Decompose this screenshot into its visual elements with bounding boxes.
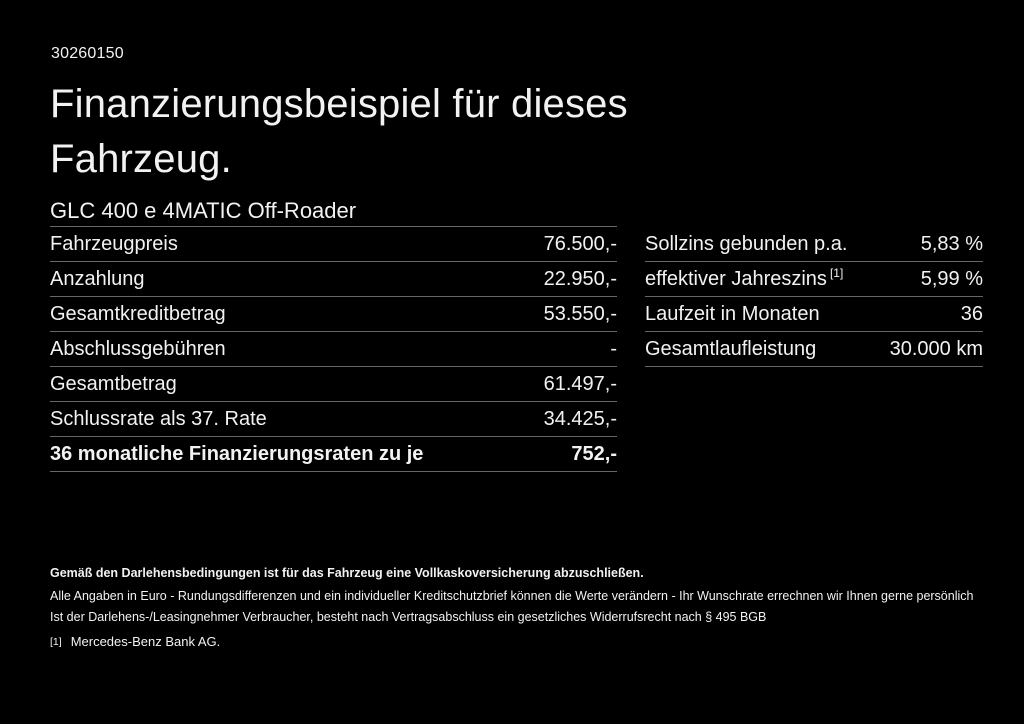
table-row-term-months	[645, 297, 983, 332]
row-value: 34.425,-	[543, 407, 617, 430]
row-label: Schlussrate als 37. Rate	[50, 407, 267, 430]
row-label-text: effektiver Jahreszins	[645, 267, 827, 290]
table-row-vehicle-price	[50, 227, 617, 262]
table-row-nominal-interest	[645, 227, 983, 262]
table-row-total-credit-amount	[50, 297, 617, 332]
document-id: 30260150	[51, 45, 124, 62]
row-label: Laufzeit in Monaten	[645, 302, 820, 325]
row-label: Fahrzeugpreis	[50, 232, 178, 255]
row-value: 752,-	[571, 442, 617, 465]
financing-conditions-table	[645, 227, 983, 472]
row-value: 30.000 km	[889, 337, 983, 360]
table-row-closing-fees	[50, 332, 617, 367]
disclaimer-line-2: Ist der Darlehens-/Leasingnehmer Verbraucher, besteht nach Vertragsabschluss ein gesetzliches Widerrufsrecht nach § 495 BGB	[50, 610, 767, 624]
legal-notes	[50, 563, 994, 628]
footnote-text: Mercedes-Benz Bank AG.	[70, 634, 221, 649]
row-label: Abschlussgebühren	[50, 337, 226, 360]
row-value: 76.500,-	[543, 232, 617, 255]
disclaimer-line-1: Alle Angaben in Euro - Rundungsdifferenzen und ein individueller Kreditschutzbrief können die Werte verändern - Ihr Wunschrate errechnen wir Ihnen gerne persönlich	[50, 589, 974, 603]
row-value: 36	[960, 302, 983, 325]
table-row-total-amount	[50, 367, 617, 402]
table-row-down-payment	[50, 262, 617, 297]
vehicle-model-name: GLC 400 e 4MATIC Off-Roader	[50, 198, 617, 227]
row-value: 61.497,-	[543, 372, 617, 395]
row-value: 53.550,-	[543, 302, 617, 325]
financing-tables	[50, 198, 983, 472]
footnote-marker: [1]	[50, 636, 62, 648]
row-label: Gesamtkreditbetrag	[50, 302, 226, 325]
financing-amounts-table	[50, 198, 617, 472]
row-label: Gesamtbetrag	[50, 372, 177, 395]
row-label	[645, 265, 844, 291]
table-row-total-mileage	[645, 332, 983, 367]
row-value: -	[610, 337, 617, 360]
row-label: 36 monatliche Finanzierungsraten zu je	[50, 442, 424, 465]
insurance-requirement-note: Gemäß den Darlehensbedingungen ist für das Fahrzeug eine Vollkaskoversicherung abzuschließen.	[50, 566, 644, 580]
footnote-marker: [1]	[829, 265, 844, 280]
table-row-monthly-rate	[50, 437, 617, 472]
row-value: 5,99 %	[920, 267, 983, 290]
row-label: Gesamtlaufleistung	[645, 337, 817, 360]
table-row-final-installment	[50, 402, 617, 437]
page-title: Finanzierungsbeispiel für dieses Fahrzeug.	[50, 82, 628, 181]
table-row-effective-interest	[645, 262, 983, 297]
row-value: 5,83 %	[920, 232, 983, 255]
row-value: 22.950,-	[543, 267, 617, 290]
row-label: Anzahlung	[50, 267, 145, 290]
row-label: Sollzins gebunden p.a.	[645, 232, 848, 255]
footnote-bank	[50, 634, 220, 649]
